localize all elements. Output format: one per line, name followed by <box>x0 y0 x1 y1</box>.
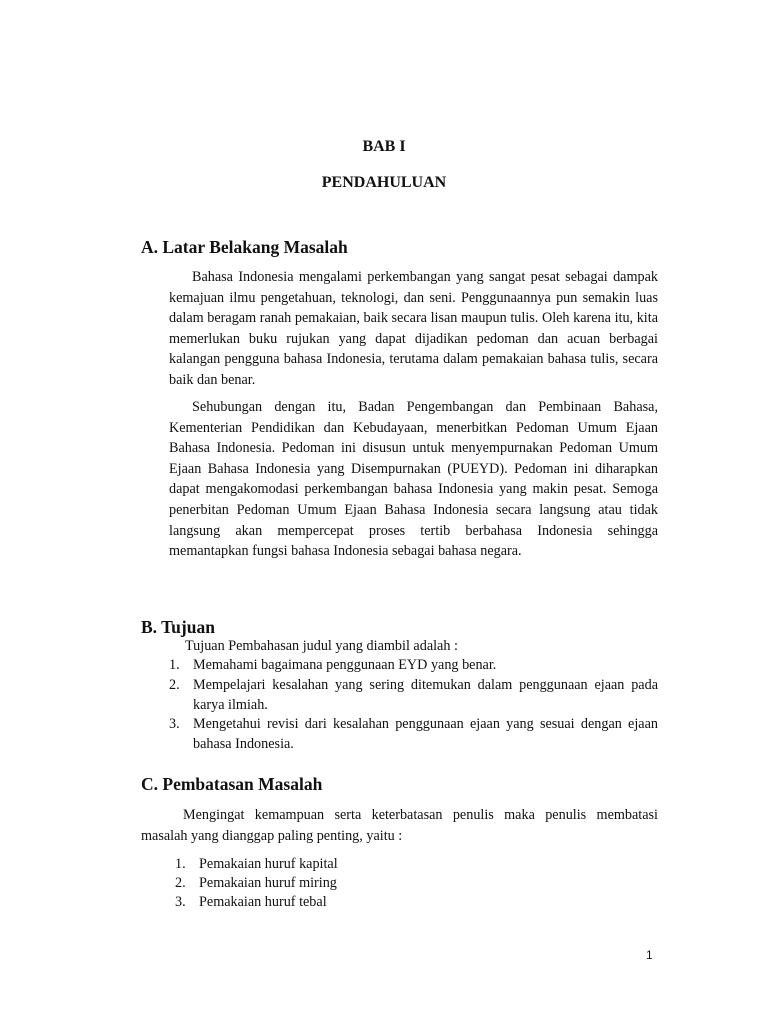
list-item-number: 3. <box>175 894 186 910</box>
section-b-intro: Tujuan Pembahasan judul yang diambil adalah : <box>185 638 458 654</box>
section-b-heading: B. Tujuan <box>141 617 215 637</box>
list-item-text: Mengetahui revisi dari kesalahan penggunaan ejaan yang sesuai dengan ejaan bahasa Indonesia. <box>193 716 658 753</box>
section-a-paragraph-2: Sehubungan dengan itu, Badan Pengembangan dan Pembinaan Bahasa, Kementerian Pendidikan dan Kebudayaan, menerbitkan Pedoman Umum Ejaan Bahasa Indonesia. Pedoman ini disusun untuk menyempurnakan Pedoman Umum Ejaan Bahasa Indonesia yang Disempurnakan (PUEYD). Pedoman ini diharapkan dapat mengakomodasi perkembangan bahasa Indonesia yang makin pesat. Semoga penerbitan Pedoman Umum Ejaan Bahasa Indonesia secara langsung atau tidak langsung akan mempercepat proses tertib berbahasa Indonesia sehingga memantapkan fungsi bahasa Indonesia sebagai bahasa negara. <box>169 399 658 560</box>
list-item <box>175 893 475 912</box>
list-item <box>175 855 475 874</box>
list-item-text: Mempelajari kesalahan yang sering ditemukan dalam penggunaan ejaan pada karya ilmiah. <box>193 676 658 713</box>
list-item-number: 1. <box>175 856 186 872</box>
section-b-list <box>169 656 658 755</box>
list-item-number: 2. <box>175 875 186 891</box>
list-item-number: 3. <box>169 716 180 733</box>
section-c-heading: C. Pembatasan Masalah <box>141 774 323 794</box>
list-item-number: 2. <box>169 676 180 693</box>
list-item-text: Pemakaian huruf tebal <box>199 894 327 910</box>
list-item-number: 1. <box>169 657 180 673</box>
list-item <box>169 656 658 676</box>
chapter-title: PENDAHULUAN <box>321 174 447 191</box>
section-a-paragraph-1: Bahasa Indonesia mengalami perkembangan yang sangat pesat sebagai dampak kemajuan ilmu pengetahuan, teknologi, dan seni. Penggunaannya pun semakin luas dalam beragam ranah pemakaian, baik secara lisan maupun tulis. Oleh karena itu, kita memerlukan buku rujukan yang dapat dijadikan pedoman dan acuan berbagai kalangan pengguna bahasa Indonesia, terutama dalam pemakaian bahasa tulis, secara baik dan benar. <box>169 269 658 388</box>
chapter-number: BAB I <box>362 138 406 155</box>
section-c-list <box>175 855 475 912</box>
page-number: 1 <box>646 948 653 962</box>
list-item <box>175 874 475 893</box>
list-item-text: Memahami bagaimana penggunaan EYD yang benar. <box>193 657 497 673</box>
section-c-paragraph: Mengingat kemampuan serta keterbatasan penulis maka penulis membatasi masalah yang dianggap paling penting, yaitu : <box>141 807 658 844</box>
list-item-text: Pemakaian huruf kapital <box>199 856 338 872</box>
list-item-text: Pemakaian huruf miring <box>199 875 337 891</box>
list-item <box>169 715 658 755</box>
list-item <box>169 676 658 716</box>
section-a-heading: A. Latar Belakang Masalah <box>141 237 348 257</box>
